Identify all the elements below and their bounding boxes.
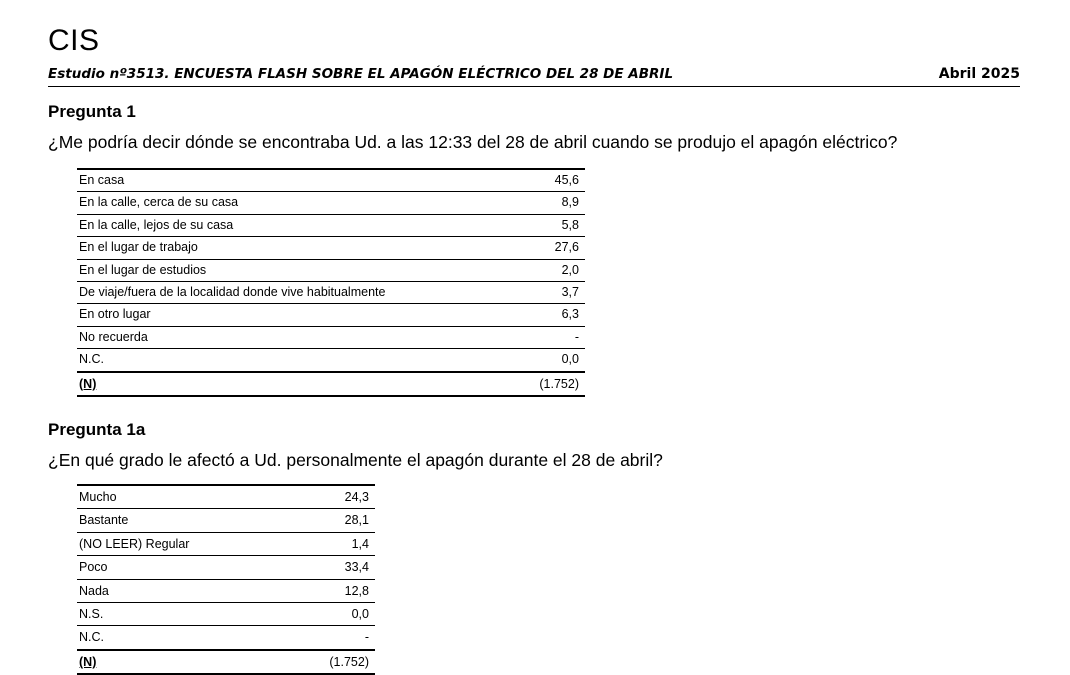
total-value: (1.752) [484,372,585,396]
table-row [77,192,585,214]
table-total-row [77,650,375,674]
row-label: N.S. [77,603,284,626]
row-label: En la calle, lejos de su casa [77,214,484,236]
row-value: 6,3 [484,304,585,326]
row-value: 0,0 [284,603,375,626]
row-value: 8,9 [484,192,585,214]
row-value: - [284,626,375,650]
row-value: 2,0 [484,259,585,281]
row-label: De viaje/fuera de la localidad donde vive habitualmente [77,282,484,304]
row-value: - [484,326,585,348]
study-date: Abril 2025 [938,66,1020,82]
row-label: En el lugar de trabajo [77,237,484,259]
table-row [77,509,375,532]
row-value: 1,4 [284,532,375,555]
question-1-text: ¿Me podría decir dónde se encontraba Ud. a las 12:33 del 28 de abril cuando se produjo el apagón eléctrico? [48,132,898,152]
total-label: (N) [79,376,97,391]
table-row [77,169,585,192]
table-total-row [77,372,585,396]
table-row [77,304,585,326]
table-row [77,532,375,555]
table-row [77,485,375,509]
row-label: En la calle, cerca de su casa [77,192,484,214]
row-value: 33,4 [284,556,375,579]
row-value: 0,0 [484,349,585,372]
row-label: Mucho [77,485,284,509]
row-value: 3,7 [484,282,585,304]
table-row [77,579,375,602]
row-label: En casa [77,169,484,192]
table-row [77,282,585,304]
total-label: (N) [79,654,97,669]
table-row [77,349,585,372]
row-label: No recuerda [77,326,484,348]
table-row [77,214,585,236]
table-row [77,626,375,650]
question-1a-text: ¿En qué grado le afectó a Ud. personalmente el apagón durante el 28 de abril? [48,450,663,470]
row-value: 27,6 [484,237,585,259]
row-value: 24,3 [284,485,375,509]
table-row [77,259,585,281]
row-label: En otro lugar [77,304,484,326]
table-row [77,556,375,579]
question-1-results-table [77,168,585,397]
study-header [48,64,1020,87]
total-value: (1.752) [284,650,375,674]
row-label: N.C. [77,626,284,650]
row-label: N.C. [77,349,484,372]
question-1-heading: Pregunta 1 [48,102,136,121]
question-1a-results-table [77,484,375,675]
question-1a-heading: Pregunta 1a [48,420,146,439]
table-row [77,603,375,626]
row-label: (NO LEER) Regular [77,532,284,555]
row-label: Nada [77,579,284,602]
row-value: 12,8 [284,579,375,602]
study-title: Estudio nº3513. ENCUESTA FLASH SOBRE EL APAGÓN ELÉCTRICO DEL 28 DE ABRIL [48,66,674,82]
organization-name: CIS [48,24,100,57]
table-row [77,326,585,348]
row-value: 28,1 [284,509,375,532]
row-label: Bastante [77,509,284,532]
row-value: 5,8 [484,214,585,236]
row-value: 45,6 [484,169,585,192]
row-label: Poco [77,556,284,579]
table-row [77,237,585,259]
row-label: En el lugar de estudios [77,259,484,281]
